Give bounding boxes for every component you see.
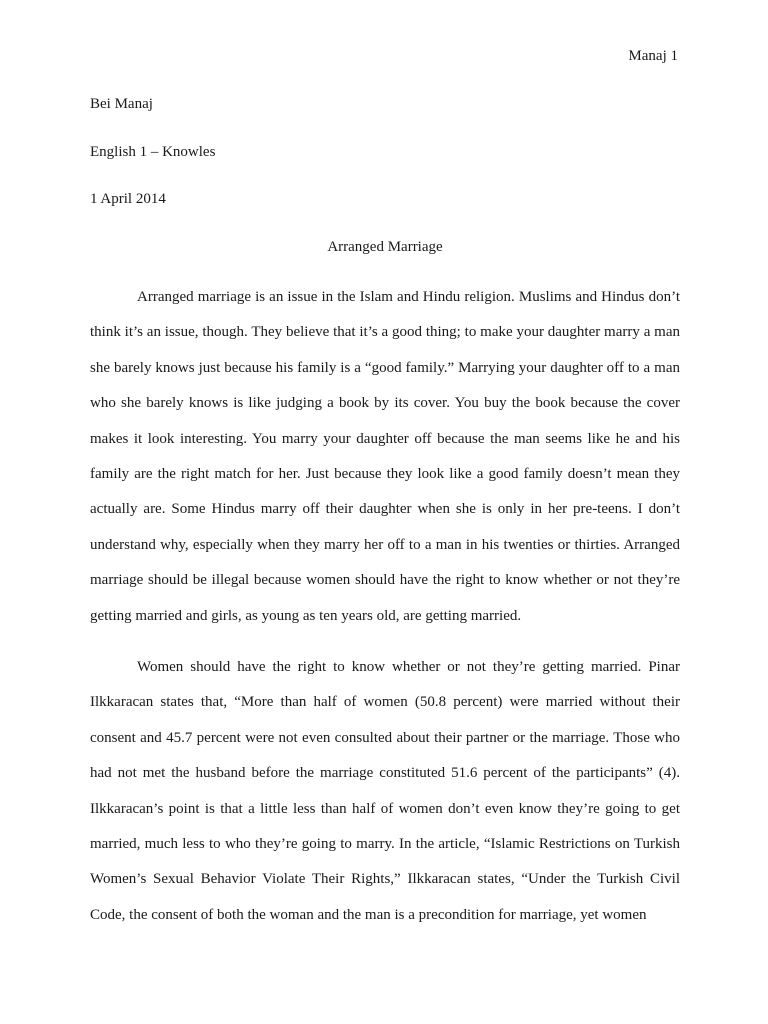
essay-title: Arranged Marriage [327, 239, 443, 255]
paragraph-2: Women should have the right to know whether or not they’re getting married. Pinar Ilkkaracan states that, “More than half of women (50.8 percent) were married without their consent and 45.7 percent were not even consulted about their partner or the marriage. Those who had not met the husband before the marriage constituted 51.6 percent of the participants” (4). Ilkkaracan’s point is that a little less than half of women don’t even know they’re going to get married, much less to who they’re going to marry. In the article, “Islamic Restrictions on Turkish Women’s Sexual Behavior Violate Their Rights,” Ilkkaracan states, “Under the Turkish Civil Code, the consent of both the woman and the man is a precondition for marriage, yet women [90, 659, 680, 923]
running-head: Manaj 1 [628, 48, 678, 64]
author-name: Bei Manaj [90, 96, 153, 112]
course-name: English 1 – Knowles [90, 144, 216, 160]
paragraph-1: Arranged marriage is an issue in the Islam and Hindu religion. Muslims and Hindus don’t think it’s an issue, though. They believe that it’s a good thing; to make your daughter marry a man she barely knows just because his family is a “good family.” Marrying your daughter off to a man who she barely knows is like judging a book by its cover. You buy the book because the cover makes it look interesting. You marry your daughter off because the man seems like he and his family are the right match for her. Just because they look like a good family doesn’t mean they actually are. Some Hindus marry off their daughter when she is only in her pre-teens. I don’t understand why, especially when they marry her off to a man in his twenties or thirties. Arranged marriage should be illegal because women should have the right to know whether or not they’re getting married and girls, as young as ten years old, are getting married. [90, 289, 680, 624]
essay-date: 1 April 2014 [90, 191, 166, 207]
